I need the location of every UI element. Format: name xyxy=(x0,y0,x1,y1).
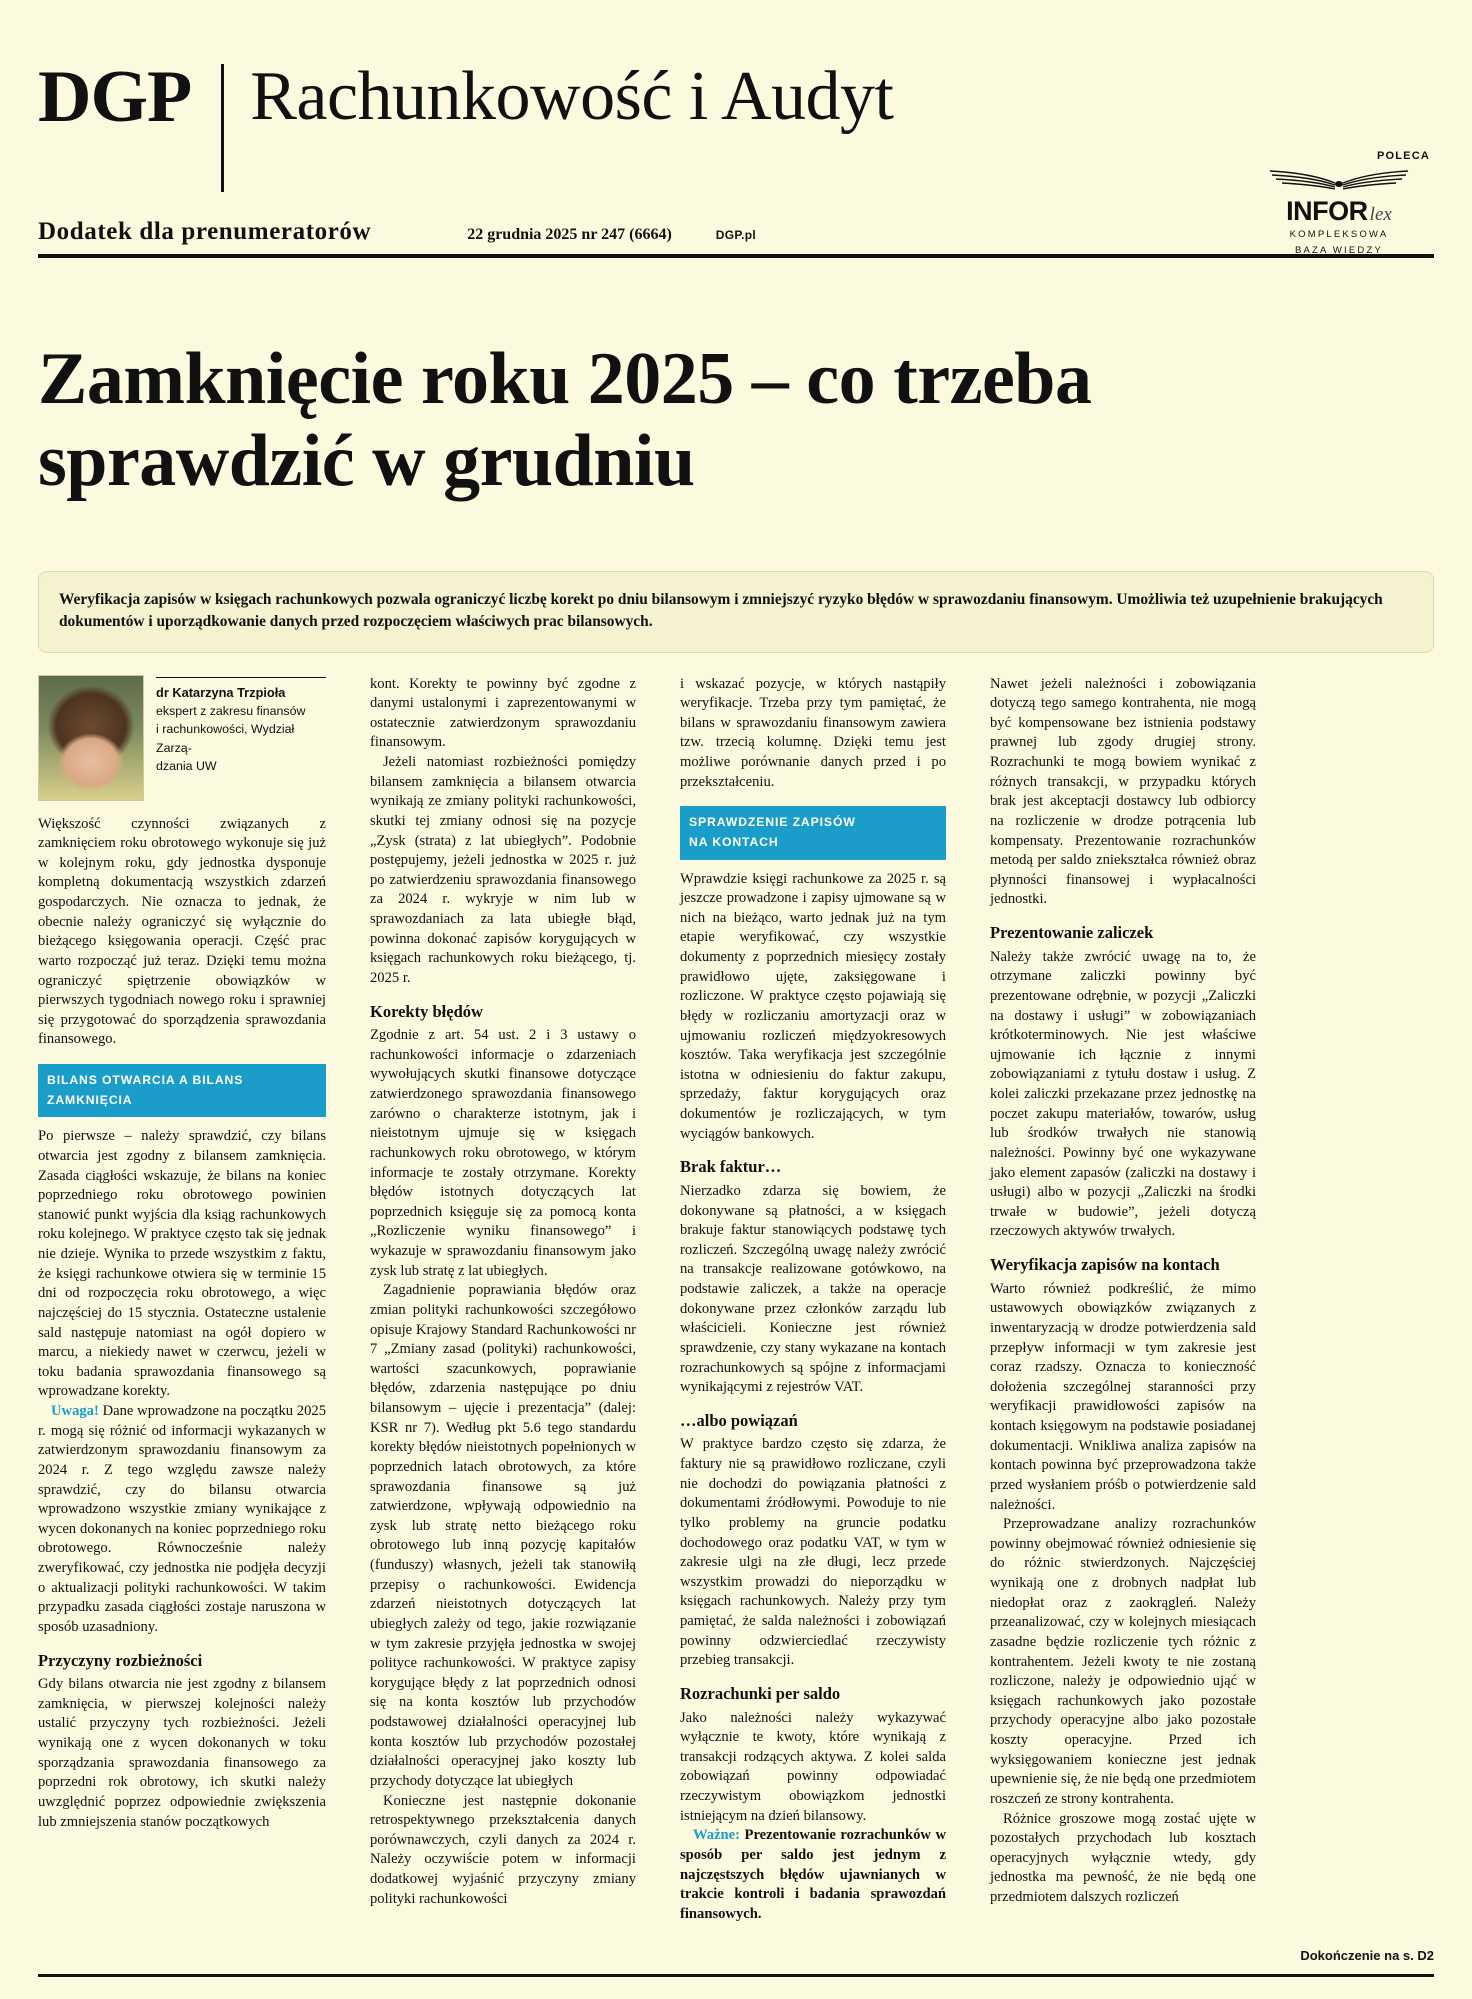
author-meta xyxy=(156,675,326,775)
author-photo xyxy=(38,675,144,801)
infor-tagline-line1: KOMPLEKSOWA xyxy=(1289,229,1389,240)
author-rule xyxy=(156,677,326,678)
important-label: Ważne: xyxy=(693,1827,741,1844)
paragraph: i wskazać pozycje, w których nastąpiły weryfikacje. Trzeba przy tym pamiętać, że bilans w sprawozdaniu finansowym zawiera tzw. trzecią kolumnę. Dzięki temu jest możliwe porównanie danych przed i po przekształceniu. xyxy=(680,675,946,790)
site-label: DGP.pl xyxy=(715,228,757,242)
footer-rule xyxy=(38,1974,1434,1977)
column-1 xyxy=(38,675,348,1925)
supplement-bar xyxy=(38,190,1434,254)
paragraph: Przeprowadzane analizy rozrachunków powinny obejmować również odniesienie się do różnic stwierdzonych. Najczęściej wynikają one z drobnych nadpłat lub niedopłat oraz z zaokrągleń. Należy przeanalizować, czy w kolejnych miesiącach zasadne będzie rozliczenie tych różnic z kontrahentem. Jeżeli kwoty te nie zostaną rozliczone, należy je odpowiednio ująć w księgach rachunkowych jako pozostałe przychody operacyjne albo jako pozostałe koszty operacyjne. Przed ich wyksięgowaniem konieczne jest jednak upewnienie się, że nie będą one przedmiotem roszczeń ze strony kontrahenta. xyxy=(990,1516,1256,1807)
paragraph: Wprawdzie księgi rachunkowe za 2025 r. są jeszcze prowadzone i zapisy ujmowane są w nich na bieżąco, warto jednak już na tym etapie weryfikować, czy wszystkie dokumenty z poprzednich miesięcy zostały prawidłowo ujęte, zaksięgowane i rozliczone. W praktyce często pojawiają się błędy w rozliczaniu amortyzacji oraz w ujmowaniu rozliczeń międzyokresowych kosztów. Taka weryfikacja jest szczególnie istotna w odniesieniu do faktur zakupu, sprzedaży, faktur korygujących oraz dokumentów je rozliczających, w tym wyciągów bankowych. xyxy=(680,870,946,1142)
subheading: …albo powiązań xyxy=(680,1410,798,1430)
author-role-line3: dzania UW xyxy=(156,758,217,773)
paragraph: Jako należności należy wykazywać wyłącznie te kwoty, które wynikają z transakcji rodzących aktywa. Z kolei salda zobowiązań powinny odpowiadać rzeczywistym obowiązkom jednostki istniejącym na dzień bilansowy. xyxy=(680,1709,946,1824)
paragraph: Zagadnienie poprawiania błędów oraz zmian polityki rachunkowości szczegółowo opisuje Krajowy Standard Rachunkowości nr 7 „Zmiany zasad (polityki) rachunkowości, wartości szacunkowych, poprawianie błędów, zdarzenia następujące po dniu bilansowym – ujęcie i prezentacja” (dalej: KSR nr 7). Według pkt 5.6 tego standardu korekty błędów nieistotnych popełnionych w poprzednich latach obrotowych, za które sprawozdania finansowe są już zatwierdzone, wpływają odpowiednio na zysk lub stratę netto bieżącego roku obrotowego lub inną pozycję kapitałów (funduszy) własnych, jeżeli tak stanowiłą przepisy o rachunkowości. Ewidencja zdarzeń nieistotnych dotyczących lat ubiegłych zależy od tego, jakie rozwiązanie w tym zakresie przyjęła jednostka w swojej polityce rachunkowości. W praktyce zapisy korygujące błędy z lat poprzednich odnosi się na konta kosztów lub przychodów podstawowej działalności operacyjnej lub konta kosztów lub przychodów pozostałej działalności operacyjnej jako koszty lub przychody dotyczące lat ubiegłych xyxy=(370,1282,636,1789)
continuation-note: Dokończenie na s. D2 xyxy=(1300,1948,1434,1963)
section-header-bilans xyxy=(38,1064,326,1117)
section-header-line2: ZAMKNIĘCIA xyxy=(47,1093,133,1108)
section-header-line2: NA KONTACH xyxy=(689,835,779,850)
paragraph-warning xyxy=(38,1402,326,1638)
infor-promo-block xyxy=(1244,150,1434,258)
paragraph: Gdy bilans otwarcia nie jest zgodny z bilansem zamknięcia, w pierwszej kolejności należy ustalić przyczyny tych rozbieżności. Jeżeli wynikają one z wycen dokonanych w toku sporządzania sprawozdania finansowego za poprzedni rok obrotowy, ich skutki należy uwzględnić poprzez odpowiednie zwiększenia lub zmniejszenia stanów początkowych xyxy=(38,1676,326,1830)
issue-date: 22 grudnia 2025 nr 247 (6664) xyxy=(467,226,672,243)
page-title: Zamknięcie roku 2025 – co trzeba sprawdzić w grudniu xyxy=(38,337,1092,503)
paragraph: Należy także zwrócić uwagę na to, że otrzymane zaliczki powinny być prezentowane odrębnie, w pozycji „Zaliczki na dostawy i usługi” w zobowiązaniach krótkoterminowych. Nie jest właściwe ujmowanie ich łącznie z innymi zobowiązaniami z tytułu dostaw i usług. Z kolei zaliczki przekazane przez jednostkę na poczet zakupu materiałów, towarów, usług lub środków trwałych nie stanowią należności. Powinny być one wykazywane jako element zapasów (zaliczki na dostawy i usługi) albo w pozycji „Zaliczki na środki trwałe w budowie”, jeżeli dotyczą rzeczowych aktywów trwałych. xyxy=(990,948,1256,1240)
paragraph: Nawet jeżeli należności i zobowiązania dotyczą tego samego kontrahenta, nie mogą być kompensowane bez istnienia podstawy prawnej lub zgody drugiej strony. Rozrachunki te mogą bowiem wynikać z różnych transakcji, w przypadku których brak jest akceptacji dostawcy lub odbiorcy na rozliczenie w drodze potrącenia lub kompensaty. Prezentowanie rozrachunków metodą per saldo zniekształca również obraz płynności finansowej i wypłacalności jednostki. xyxy=(990,675,1256,908)
section-header-line1: BILANS OTWARCIA A BILANS xyxy=(47,1073,244,1088)
section-header-sprawdzenie xyxy=(680,806,946,859)
paragraph: Większość czynności związanych z zamknięciem roku obrotowego wykonuje się już w kolejnym roku, gdy jednostka dysponuje kompletną dokumentacją wszystkich zdarzeń gospodarczych. Nie oznacza to jednak, że obecnie należy ograniczyć się wyłącznie do bieżącego księgowania operacji. Część prac warto rozpocząć już teraz. Dzięki temu można ograniczyć spiętrzenie obowiązków w pierwszych tygodniach nowego roku i sprawniej się przygotować do sporządzenia sprawozdania finansowego. xyxy=(38,815,326,1048)
subheading: Prezentowanie zaliczek xyxy=(990,923,1154,943)
column-2 xyxy=(348,675,658,1925)
paragraph: W praktyce bardzo często się zdarza, że faktury nie są prawidłowo rozliczane, czyli nie dochodzi do powiązania płatności z dokumentami źródłowymi. Powoduje to nie tylko problemy na gruncie podatku dochodowego oraz podatku VAT, w tym w zakresie ulgi na złe długi, lecz przede wszystkim prowadzi do nieporządku w księgach rachunkowych. Należy przy tym pamiętać, że salda należności i zobowiązań powinny odzwierciedlać rzeczywisty przebieg transakcji. xyxy=(680,1436,946,1669)
paragraph: Konieczne jest następnie dokonanie retrospektywnego przekształcenia danych porównawczych, czyli danych za 2024 r. Należy oczywiście potem w informacji dodatkowej wyjaśnić przyczyny zmiany polityki rachunkowości xyxy=(370,1792,636,1907)
lead-text: Weryfikacja zapisów w księgach rachunkowych pozwala ograniczyć liczbę korekt po dniu bilansowym i zmniejszyć ryzyko błędów w sprawozdaniu finansowym. Umożliwia też uzupełnienie brakujących dokumentów i uporządkowanie danych przed rozpoczęciem właściwych prac bilansowych. xyxy=(59,590,1383,631)
infor-lex-suffix: lex xyxy=(1369,204,1392,225)
masthead-divider xyxy=(221,64,224,192)
paragraph: kont. Korekty te powinny być zgodne z danymi ustalonymi i zaprezentowanymi w ostatecznie zatwierdzonym sprawozdaniu finansowym. xyxy=(370,675,636,751)
column-4 xyxy=(968,675,1278,1925)
lead-box xyxy=(38,571,1434,653)
subheading: Przyczyny rozbieżności xyxy=(38,1650,203,1670)
section-header-line1: SPRAWDZENIE ZAPISÓW xyxy=(689,815,856,830)
paragraph-important xyxy=(680,1826,946,1924)
masthead-title: Rachunkowość i Audyt xyxy=(250,58,894,135)
subheading: Brak faktur… xyxy=(680,1157,782,1177)
author-role-line1: ekspert z zakresu finansów xyxy=(156,704,306,719)
warning-label: Uwaga! xyxy=(51,1403,99,1420)
paragraph: Jeżeli natomiast rozbieżności pomiędzy bilansem zamknięcia a bilansem otwarcia wynikają ze zmiany polityki rachunkowości, skutki tej zmiany odnosi się na pozycje „Zysk (strata) z lat ubiegłych”. Podobnie postępujemy, jeżeli jednostka w 2025 r. już po zatwierdzeniu sprawozdania finansowego za 2024 r. wykryje w nim lub w sprawozdaniach za lata ubiegłe błąd, powinna dokonać zapisów korygujących w księgach rachunkowych roku bieżącego, tj. 2025 r. xyxy=(370,754,636,986)
paragraph: Warto również podkreślić, że mimo ustawowych obowiązków związanych z inwentaryzacją w drodze potwierdzenia sald przepływ informacji w tym zakresie jest coraz rzadszy. Oznacza to konieczność dołożenia szczególnej staranności przy weryfikacji prawidłowości zapisów na kontach księgowym na podstawie posiadanej dokumentacji. Wnikliwa analiza zapisów na kontach powinna być przeprowadzona także przed wysłaniem próśb o potwierdzenie sald należności. xyxy=(990,1280,1256,1513)
paragraph: Różnice groszowe mogą zostać ujęte w pozostałych przychodach lub kosztach operacyjnych wyłącznie wtedy, gdy jednostka ma pewność, że nie będą one przedmiotem dalszych rozliczeń xyxy=(990,1810,1256,1906)
author-name: dr Katarzyna Trzpioła xyxy=(156,684,286,700)
author-role-line2: i rachunkowości, Wydział Zarzą- xyxy=(156,722,295,755)
article-columns xyxy=(38,675,1434,1925)
infor-wordmark: INFOR xyxy=(1286,196,1368,226)
supplement-label: Dodatek dla prenumeratorów xyxy=(38,218,372,245)
masthead-rule xyxy=(38,254,1434,258)
warning-text: Dane wprowadzone na początku 2025 r. mogą się różnić od informacji wykazanych w zatwierdzonym sprawozdaniu finansowym za 2024 r. Z tego względu zawsze należy sprawdzić, czy do bilansu otwarcia wprowadzono wszystkie zmiany wynikające z wycen dokonanych na koniec poprzedniego roku obrotowego. Równocześnie należy zweryfikować, czy jednostka nie podjęła decyzji o aktualizacji polityki rachunkowości. W takim przypadku zasada ciągłości zostaje naruszona w sposób uzasadniony. xyxy=(38,1403,326,1635)
poleca-label: POLECA xyxy=(1376,150,1430,162)
important-text: Prezentowanie rozrachunków w sposób per saldo jest jednym z najczęstszych błędów ujawnianych w trakcie kontroli i badania sprawozdań finansowych. xyxy=(680,1827,946,1922)
infor-tagline-line2: BAZA WIEDZY xyxy=(1294,244,1384,256)
subheading: Rozrachunki per saldo xyxy=(680,1683,841,1703)
column-3 xyxy=(658,675,968,1925)
author-block xyxy=(38,675,326,801)
paragraph: Po pierwsze – należy sprawdzić, czy bilans otwarcia jest zgodny z bilansem zamknięcia. Zasada ciągłości wskazuje, że bilans na koniec poprzedniego roku obrotowego powinien stanowić punkt wyjścia dla ksiąg rachunkowych roku kolejnego. W praktyce często tak się jednak nie dzieje. Wynika to przede wszystkim z faktu, że księgi rachunkowe otwiera się w terminie 15 dni od rozpoczęcia roku obrotowego, a więc najczęściej do 15 stycznia. Ostateczne ustalenie sald następuje natomiast na ogół dopiero w marcu, a niekiedy nawet w czerwcu, jeżeli w toku badania sprawozdania finansowego są wprowadzane korekty. xyxy=(38,1128,326,1400)
subheading: Weryfikacja zapisów na kontach xyxy=(990,1255,1220,1275)
dgp-logo: DGP xyxy=(38,56,192,138)
subheading: Korekty błędów xyxy=(370,1001,483,1021)
paragraph: Nierzadko zdarza się bowiem, że dokonywane są płatności, a w księgach brakuje faktur stanowiących podstawę tych rozliczeń. Szczególną uwagę należy zwrócić na transakcje realizowane gotówkowo, na podstawie zaliczek, a także na operacje dokonywane przez członków zarządu lub właścicieli. Konieczne jest również sprawdzenie, czy stany wykazane na kontach rozrachunkowych są spójne z informacjami wynikającymi z rejestrów VAT. xyxy=(680,1182,946,1396)
paragraph: Zgodnie z art. 54 ust. 2 i 3 ustawy o rachunkowości informacje o zdarzeniach wywołujących skutki finansowe dotyczące zatwierdzonego sprawozdania finansowego zarówno o charakterze istotnym, jak i nieistotnym ujmuje się w księgach rachunkowych roku obrotowego, w którym informacje te zostały otrzymane. Korekty błędów istotnych dotyczących lat poprzednich księguje się za pomocą konta „Rozliczenie wyniku finansowego” i wykazuje w sprawozdaniu finansowym jako zysk lub stratę z lat ubiegłych. xyxy=(370,1027,636,1279)
infor-wings-icon xyxy=(1264,165,1414,197)
